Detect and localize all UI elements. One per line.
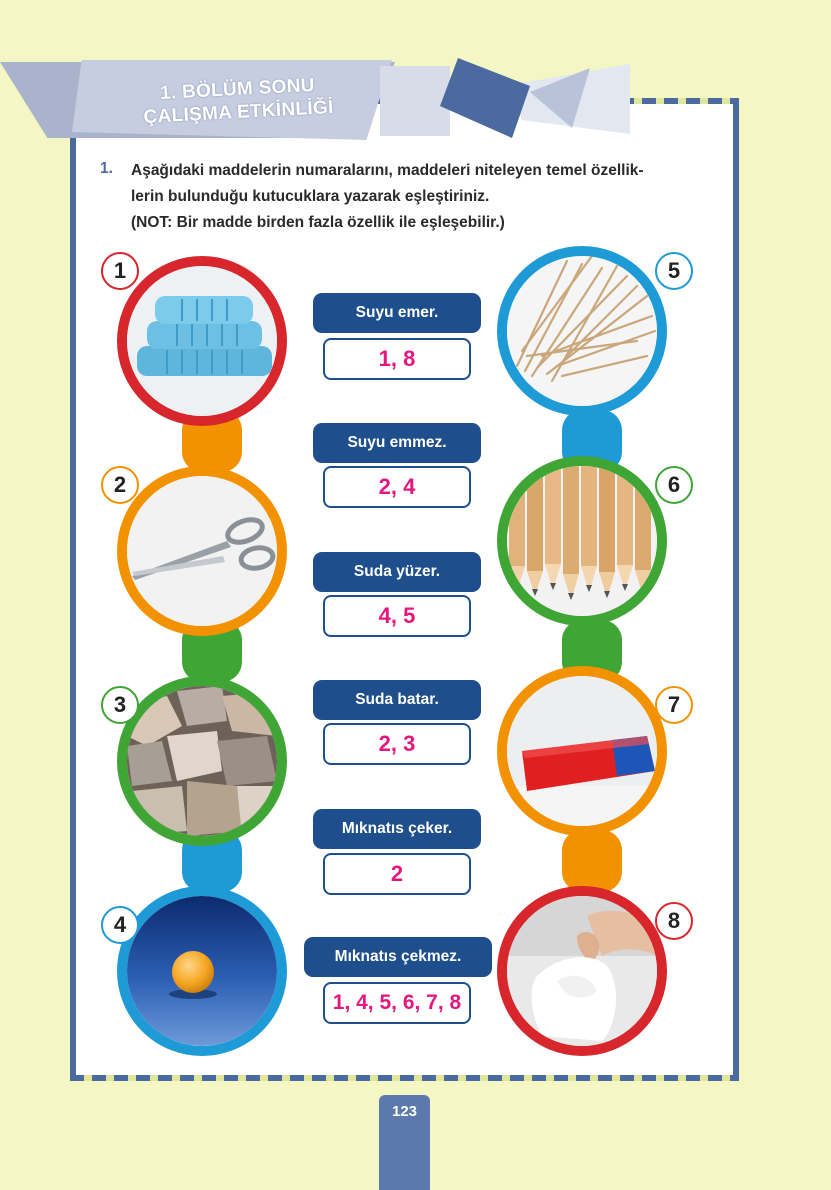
question-line1: Aşağıdaki maddelerin numaralarını, maddeleri niteleyen temel özellik-: [131, 162, 644, 179]
property-label: Suyu emmez.: [313, 423, 481, 463]
property-label: Mıknatıs çeker.: [313, 809, 481, 849]
item-number-badge: 4: [101, 906, 139, 944]
item-image-pencils: [497, 456, 667, 626]
item-number-badge: 8: [655, 902, 693, 940]
section-title-line1: 1. BÖLÜM SONU: [159, 74, 316, 105]
question-text: [131, 158, 731, 236]
property-label: Suda batar.: [313, 680, 481, 720]
property-label: Suyu emer.: [313, 293, 481, 333]
question-line2: lerin bulunduğu kutucuklara yazarak eşleştiriniz.: [131, 188, 490, 205]
item-number-badge: 1: [101, 252, 139, 290]
question-note: (NOT: Bir madde birden fazla özellik ile eşleşebilir.): [131, 214, 505, 231]
ribbon-decoration: [380, 58, 640, 142]
answer-box[interactable]: 1, 8: [323, 338, 471, 380]
answer-box[interactable]: 2, 3: [323, 723, 471, 765]
question-number: 1.: [100, 160, 113, 177]
item-number-badge: 3: [101, 686, 139, 724]
page-number: 123: [391, 1103, 418, 1120]
item-number-badge: 6: [655, 466, 693, 504]
item-image-rocks: [117, 676, 287, 846]
connector: [562, 830, 622, 892]
item-image-ping-pong-ball: [117, 886, 287, 1056]
section-title-line2: ÇALIŞMA ETKİNLİĞİ: [143, 97, 335, 128]
answer-box[interactable]: 2: [323, 853, 471, 895]
answer-box[interactable]: 1, 4, 5, 6, 7, 8: [323, 982, 471, 1024]
answer-box[interactable]: 2, 4: [323, 466, 471, 508]
property-label: Suda yüzer.: [313, 552, 481, 592]
item-image-tissue: [497, 886, 667, 1056]
item-number-badge: 7: [655, 686, 693, 724]
item-image-eraser: [497, 666, 667, 836]
item-image-towels: [117, 256, 287, 426]
answer-box[interactable]: 4, 5: [323, 595, 471, 637]
item-image-scissors: [117, 466, 287, 636]
item-number-badge: 2: [101, 466, 139, 504]
item-image-toothpicks: [497, 246, 667, 416]
property-label: Mıknatıs çekmez.: [304, 937, 492, 977]
item-number-badge: 5: [655, 252, 693, 290]
